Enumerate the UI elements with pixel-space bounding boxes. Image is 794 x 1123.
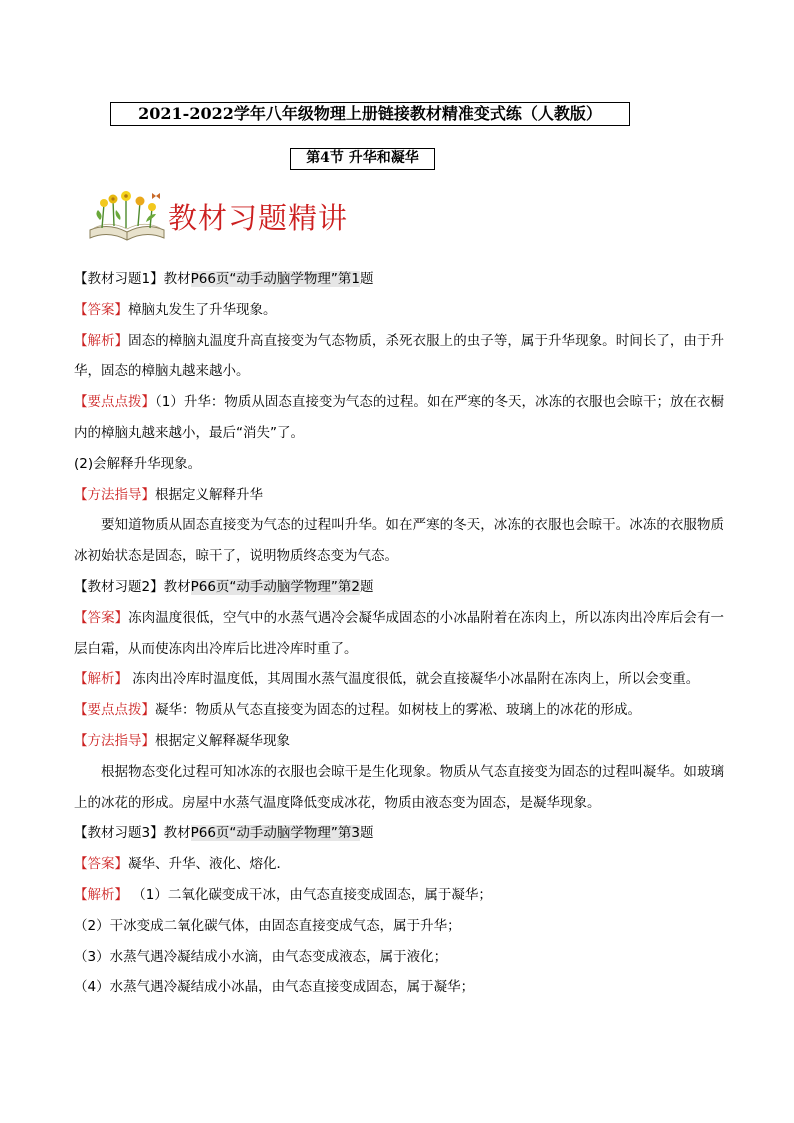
key-points-extra: (2)会解释升华现象。 bbox=[74, 455, 202, 472]
analysis-text: （1）二氧化碳变成干冰，由气态直接变成固态，属于凝华； bbox=[128, 886, 492, 903]
analysis-line: （4）水蒸气遇冷凝结成小冰晶，由气态直接变成固态，属于凝华； bbox=[74, 979, 475, 996]
method-label: 【方法指导】 bbox=[74, 486, 155, 503]
key-points-label: 【要点点拨】 bbox=[74, 394, 156, 411]
exercise-number: 2 bbox=[141, 578, 151, 595]
textbook-page: P66 bbox=[190, 825, 216, 842]
textbook-ref-mid: 页“动手动脑学物理”第 bbox=[215, 271, 352, 287]
key-points bbox=[74, 387, 724, 449]
exercise-suffix: 】 bbox=[150, 578, 164, 595]
analysis-line: （3）水蒸气遇冷凝结成小水滴，由气态变成液态，属于液化； bbox=[74, 948, 448, 965]
exercise-prefix: 【教材习题 bbox=[74, 825, 142, 842]
analysis bbox=[74, 880, 724, 911]
analysis-text: 冻肉出冷库时温度低，其周围水蒸气温度很低，就会直接凝华小冰晶附在冻肉上，所以会变重。 bbox=[128, 671, 700, 688]
method-label: 【方法指导】 bbox=[74, 732, 155, 749]
section-banner-heading: 教材习题精讲 bbox=[168, 201, 349, 235]
analysis bbox=[74, 326, 724, 388]
exercise-suffix: 】 bbox=[150, 825, 164, 842]
textbook-ref-end: 题 bbox=[360, 578, 374, 595]
key-points bbox=[74, 695, 724, 726]
exercise-heading bbox=[74, 264, 724, 295]
analysis-text: 固态的樟脑丸温度升高直接变为气态物质，杀死衣服上的虫子等，属于升华现象。时间长了，由于升华，固态的樟脑丸越来越小。 bbox=[74, 332, 725, 380]
exercise-number: 3 bbox=[141, 825, 151, 842]
method bbox=[74, 726, 724, 757]
textbook-page: P66 bbox=[190, 271, 216, 287]
answer-text: 凝华、升华、液化、熔化． bbox=[128, 856, 290, 873]
analysis-line: （2）干冰变成二氧化碳气体，由固态直接变成气态，属于升华； bbox=[74, 917, 461, 934]
textbook-ref: 教材 bbox=[163, 825, 191, 842]
answer bbox=[74, 295, 724, 326]
exercise-prefix: 【教材习题 bbox=[74, 578, 142, 595]
textbook-page: P66 bbox=[190, 578, 216, 595]
method-title: 根据定义解释升华 bbox=[155, 486, 263, 503]
key-points-text: （1）升华：物质从固态直接变为气态的过程。如在严寒的冬天，冰冻的衣服也会晾干；放在衣橱内的樟脑丸越来越小，最后“消失”了。 bbox=[74, 394, 725, 441]
answer-text: 冻肉温度很低，空气中的水蒸气遇冷会凝华成固态的小冰晶附着在冻肉上，所以冻肉出冷库后会有一层白霜，从而使冻肉出冷库后比进冷库时重了。 bbox=[74, 609, 725, 657]
textbook-ref-mid: 页“动手动脑学物理”第 bbox=[215, 578, 352, 595]
answer-label: 【答案】 bbox=[74, 301, 128, 318]
exercise-content bbox=[74, 264, 724, 1003]
analysis-label: 【解析】 bbox=[74, 332, 129, 349]
answer-text: 樟脑丸发生了升华现象。 bbox=[128, 301, 277, 318]
exercise-number: 1 bbox=[141, 271, 151, 287]
method bbox=[74, 480, 724, 511]
textbook-question-number: 2 bbox=[351, 578, 361, 595]
answer bbox=[74, 849, 724, 880]
exercise-suffix: 】 bbox=[150, 271, 164, 287]
textbook-question-number: 1 bbox=[351, 271, 361, 287]
textbook-ref: 教材 bbox=[163, 578, 191, 595]
analysis-label: 【解析】 bbox=[74, 886, 128, 903]
method-body: 要知道物质从固态直接变为气态的过程叫升华。如在严寒的冬天，冰冻的衣服也会晾干。冰冻的衣服物质冰初始状态是固态，晾干了，说明物质终态变为气态。 bbox=[74, 517, 724, 565]
answer bbox=[74, 603, 724, 665]
textbook-question-number: 3 bbox=[351, 825, 361, 842]
method-body: 根据物态变化过程可知冰冻的衣服也会晾干是生化现象。物质从气态直接变为固态的过程叫凝华。如玻璃上的冰花的形成。房屋中水蒸气温度降低变成冰花，物质由液态变为固态，是凝华现象。 bbox=[74, 763, 724, 811]
analysis-label: 【解析】 bbox=[74, 671, 128, 688]
answer-label: 【答案】 bbox=[74, 609, 129, 626]
key-points-text: 凝华：物质从气态直接变为固态的过程。如树枝上的雾凇、玻璃上的冰花的形成。 bbox=[155, 702, 641, 719]
exercise-heading bbox=[74, 572, 724, 603]
document-title: 2021-2022学年八年级物理上册链接教材精准变式练（人教版） bbox=[110, 102, 630, 126]
textbook-ref: 教材 bbox=[163, 271, 191, 287]
textbook-ref-mid: 页“动手动脑学物理”第 bbox=[215, 825, 352, 842]
answer-label: 【答案】 bbox=[74, 856, 128, 873]
open-book-with-flowers-icon bbox=[86, 190, 168, 242]
key-points-label: 【要点点拨】 bbox=[74, 702, 155, 719]
textbook-ref-end: 题 bbox=[360, 271, 374, 287]
analysis bbox=[74, 664, 724, 695]
section-title: 第4节 升华和凝华 bbox=[290, 148, 435, 170]
method-title: 根据定义解释凝华现象 bbox=[155, 732, 290, 749]
exercise-heading bbox=[74, 818, 724, 849]
exercise-prefix: 【教材习题 bbox=[74, 271, 142, 287]
textbook-ref-end: 题 bbox=[360, 825, 374, 842]
